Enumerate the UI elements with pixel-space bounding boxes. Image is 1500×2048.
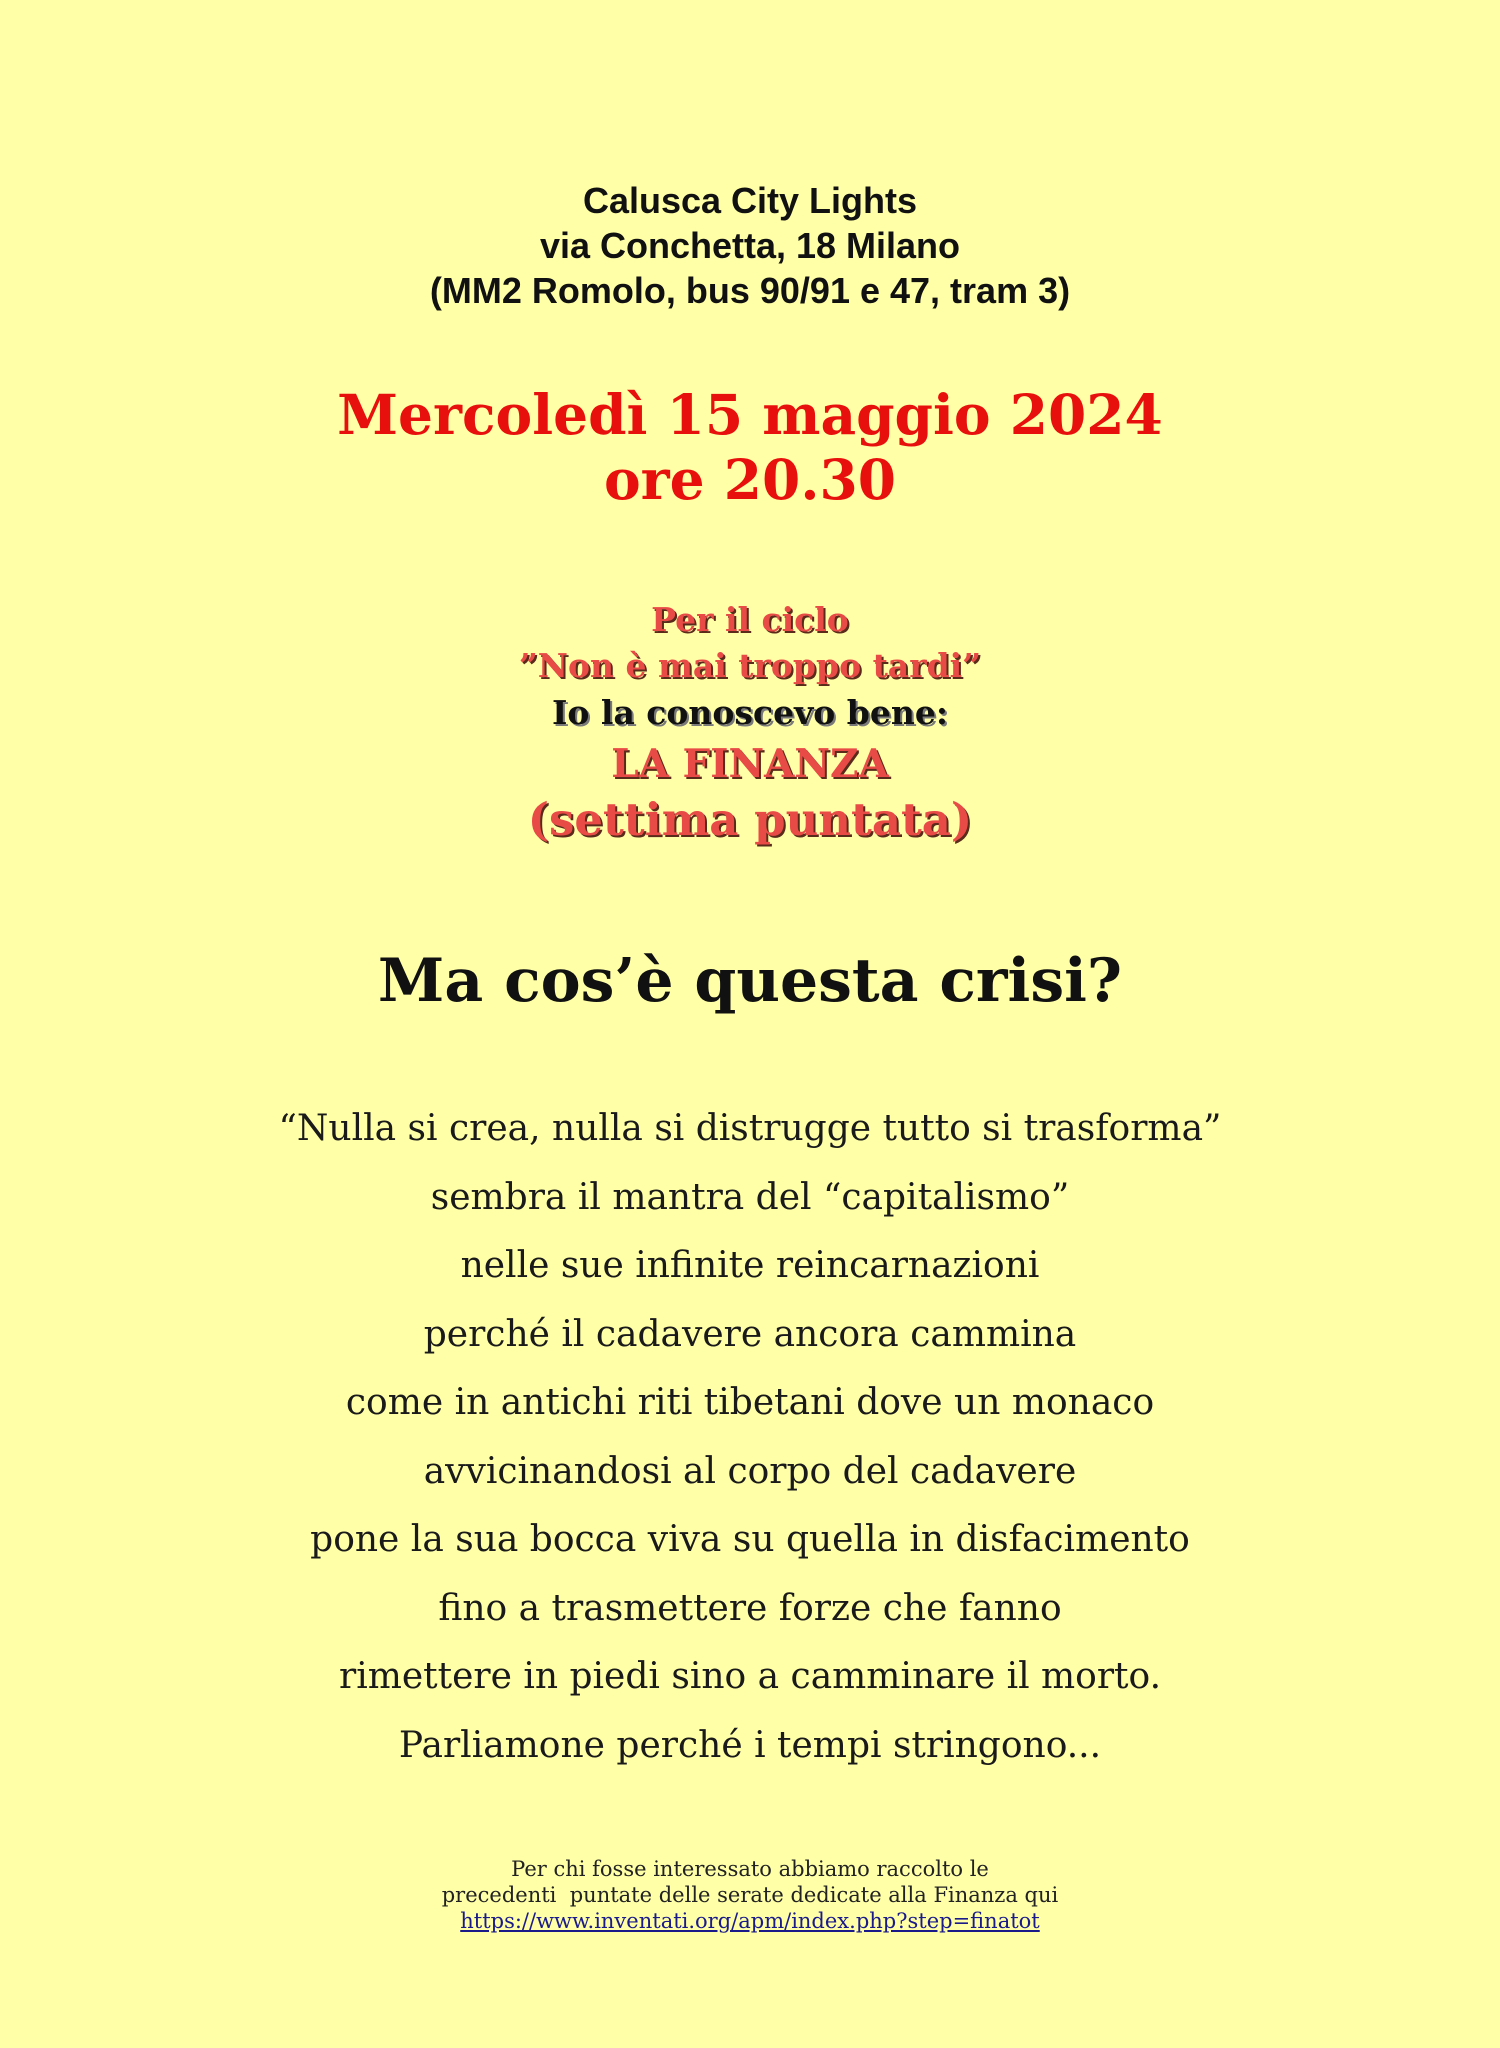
poem-line: fino a trasmettere forze che fanno — [438, 1587, 1062, 1629]
venue-block — [0, 178, 1500, 313]
cycle-topic: LA FINANZA — [611, 741, 889, 787]
event-time: ore 20.30 — [603, 447, 897, 512]
poem-line: pone la sua bocca viva su quella in disfacimento — [310, 1519, 1190, 1560]
venue-name: Calusca City Lights — [582, 180, 918, 221]
poem-line: “Nulla si crea, nulla si distrugge tutto si trasforma” — [278, 1108, 1222, 1149]
venue-transport: (MM2 Romolo, bus 90/91 e 47, tram 3) — [429, 270, 1071, 311]
poem-line: sembra il mantra del “capitalismo” — [430, 1176, 1070, 1218]
cycle-series-title: ”Non è mai troppo tardi” — [518, 646, 982, 685]
venue-address: via Conchetta, 18 Milano — [539, 225, 961, 266]
footer-line-1: Per chi fosse interessato abbiamo raccolto le — [511, 1857, 989, 1881]
footer-note — [0, 1856, 1500, 1934]
event-datetime — [0, 382, 1500, 512]
cycle-subtitle: Io la conoscevo bene: — [551, 693, 949, 732]
headline: Ma cos’è questa crisi? — [377, 946, 1123, 1016]
poem-block — [0, 1095, 1500, 1780]
poem-line: rimettere in piedi sino a camminare il morto. — [338, 1656, 1162, 1697]
poem-line: perché il cadavere ancora cammina — [423, 1313, 1077, 1355]
event-date: Mercoledì 15 maggio 2024 — [337, 382, 1163, 447]
poem-line: avvicinandosi al corpo del cadavere — [423, 1450, 1077, 1492]
cycle-block — [0, 598, 1500, 848]
cycle-episode: (settima puntata) — [527, 793, 973, 846]
poem-line: Parliamone perché i tempi stringono... — [398, 1724, 1102, 1766]
poem-line: nelle sue infinite reincarnazioni — [460, 1245, 1040, 1286]
finance-archive-link[interactable]: https://www.inventati.org/apm/index.php?step=finatot — [460, 1909, 1040, 1933]
cycle-intro: Per il ciclo — [651, 600, 849, 639]
footer-line-2: precedenti puntate delle serate dedicate alla Finanza qui — [441, 1883, 1059, 1907]
poem-line: come in antichi riti tibetani dove un monaco — [345, 1382, 1155, 1423]
